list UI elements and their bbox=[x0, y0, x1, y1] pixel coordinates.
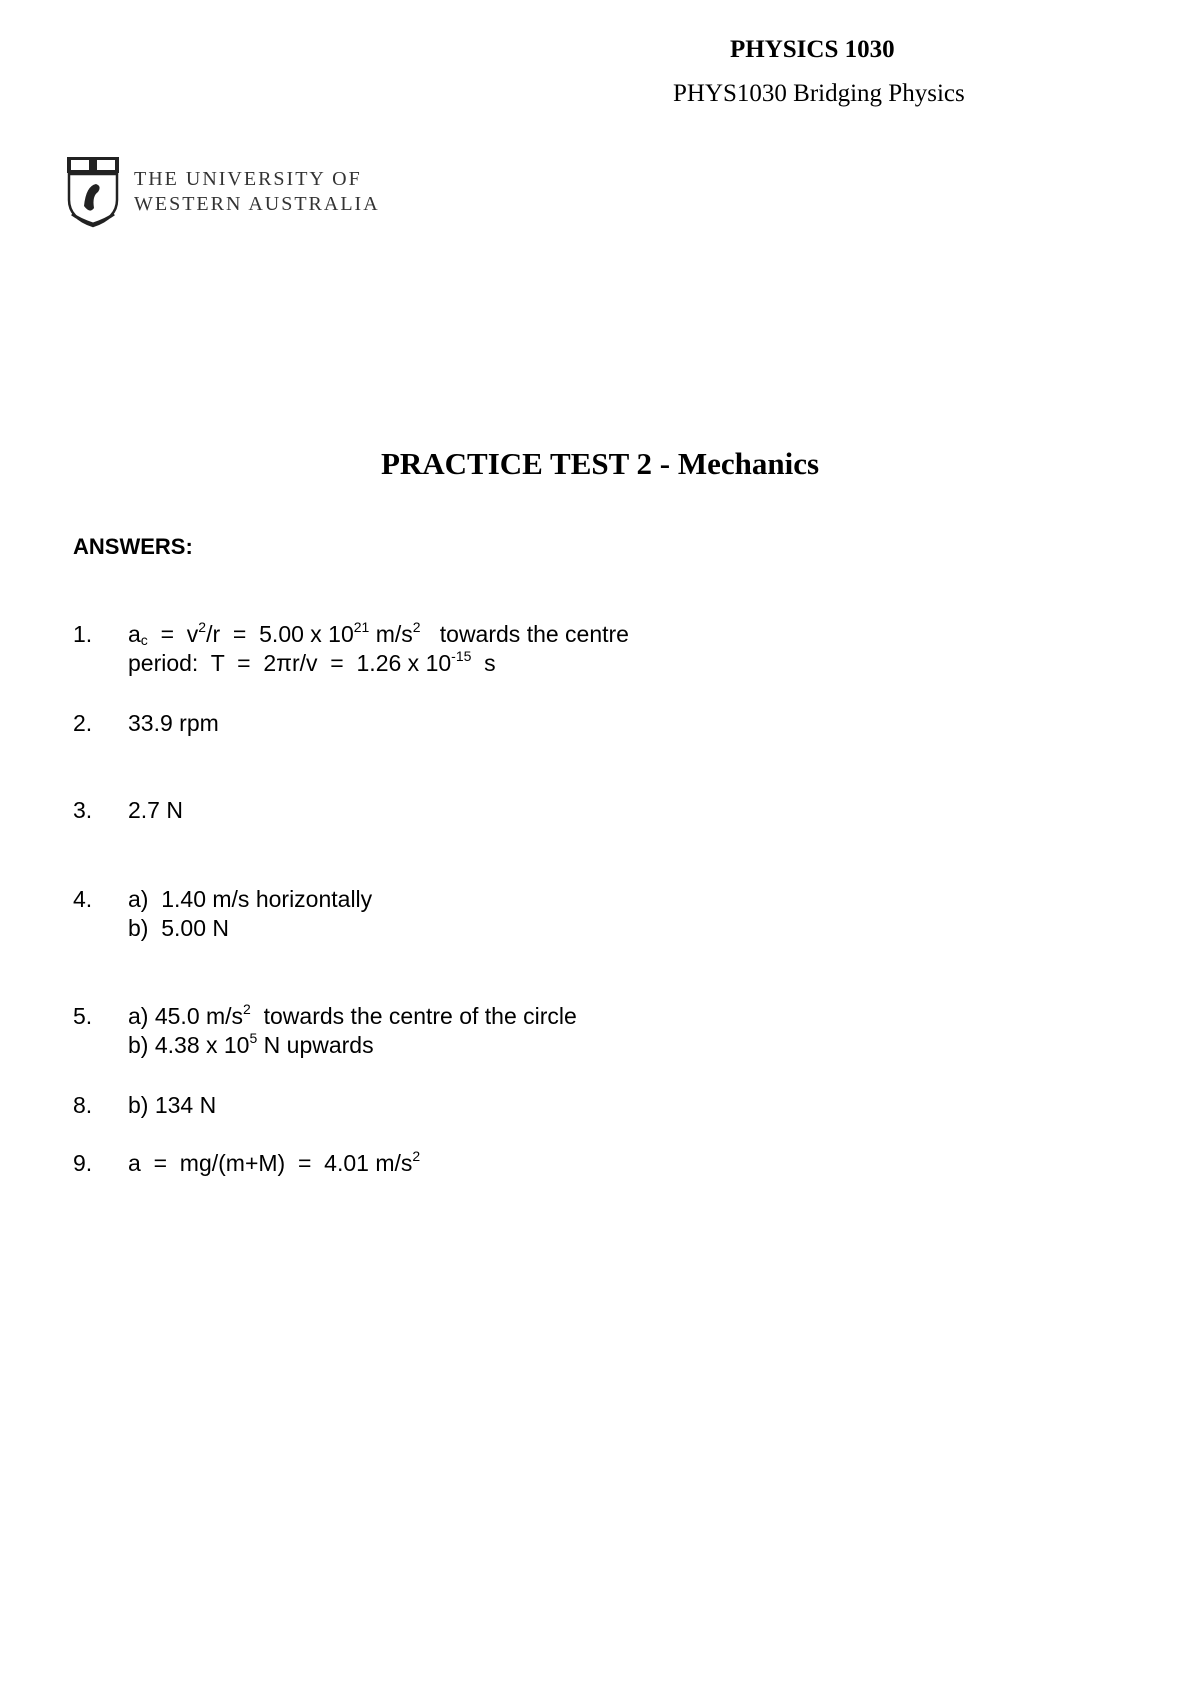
answer-line: a) 45.0 $m/s^2$ towards the centre of the circle bbox=[128, 1001, 577, 1029]
answers-label: ANSWERS: bbox=[73, 534, 193, 559]
page-title: PRACTICE TEST 2 - Mechanics bbox=[380, 446, 820, 481]
logo-line-2: WESTERN AUSTRALIA bbox=[134, 193, 380, 215]
answer-number: 5. bbox=[73, 1003, 93, 1029]
university-crest-icon bbox=[66, 156, 120, 228]
answer-number: 4. bbox=[73, 886, 93, 912]
answer-line: b) 134 N bbox=[128, 1092, 217, 1118]
course-code: PHYSICS 1030 bbox=[730, 36, 895, 63]
answer-number: 9. bbox=[73, 1150, 93, 1176]
answer-line: a) 1.40 m/s horizontally bbox=[128, 886, 373, 912]
answer-line: a = mg/(m+M) = 4.01 $m/s^2$ bbox=[128, 1148, 421, 1176]
answer-line: 33.9 rpm bbox=[128, 710, 219, 736]
answer-number: 1. bbox=[73, 621, 93, 647]
logo-line-1: THE UNIVERSITY OF bbox=[134, 168, 362, 190]
answer-line: $a_c = v^2/r = 5.00$ x $10^{21}$ $m/s^2$ towards the centre bbox=[128, 619, 629, 648]
answer-number: 3. bbox=[73, 797, 93, 823]
answer-number: 8. bbox=[73, 1092, 93, 1118]
answer-line: period: T = 2πr/v = 1.26 x $10^{-15}$ s bbox=[128, 648, 496, 676]
answer-number: 2. bbox=[73, 710, 93, 736]
answer-line: b) 4.38 x $10^5$ N upwards bbox=[128, 1030, 374, 1058]
answer-line: b) 5.00 N bbox=[128, 915, 229, 941]
answer-line: 2.7 N bbox=[128, 797, 183, 823]
course-name: PHYS1030 Bridging Physics bbox=[673, 80, 965, 107]
university-logo bbox=[66, 156, 380, 228]
